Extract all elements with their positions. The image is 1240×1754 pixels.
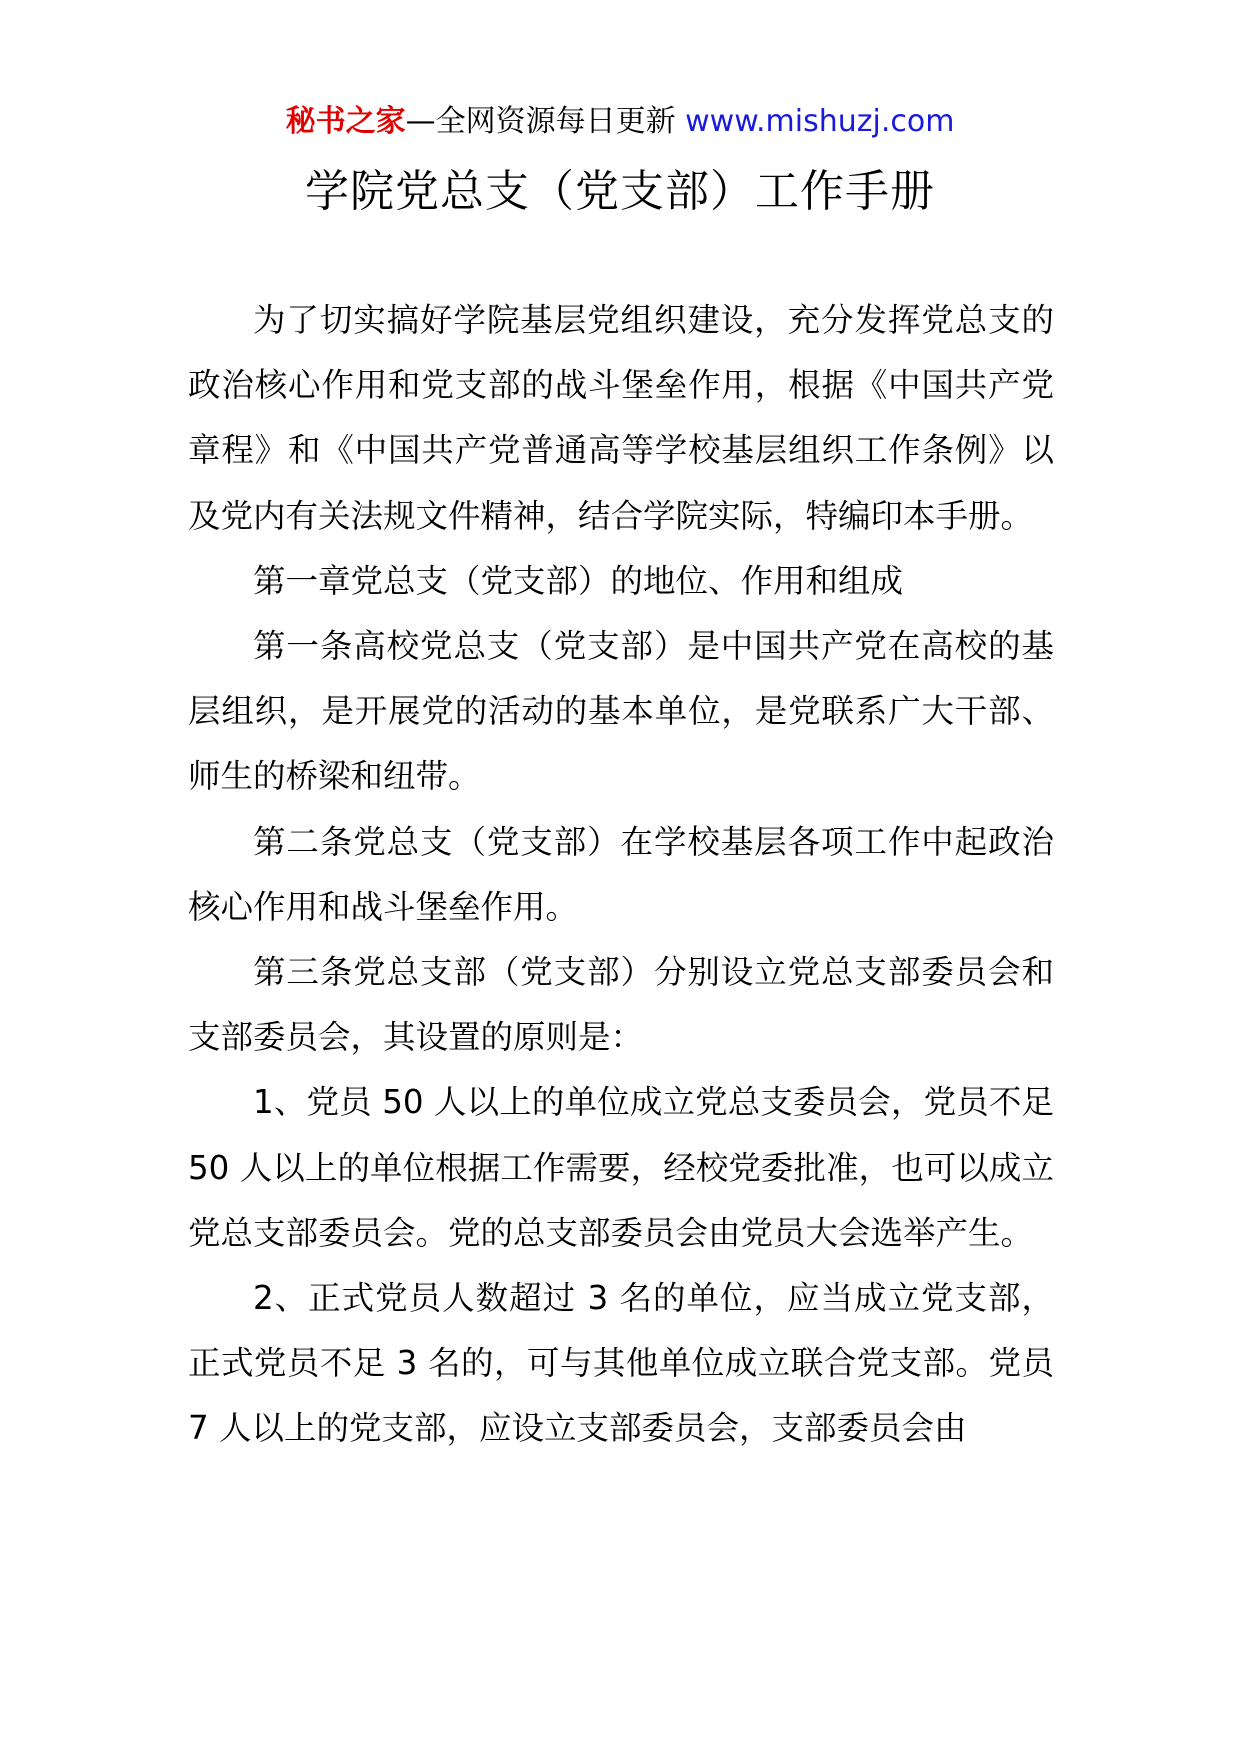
document-body xyxy=(188,288,1054,1462)
header-tagline: —全网资源每日更新 xyxy=(405,104,676,139)
intro-paragraph: 为了切实搞好学院基层党组织建设，充分发挥党总支的政治核心作用和党支部的战斗堡垒作用，根据《中国共产党章程》和《中国共产党普通高等学校基层组织工作条例》以及党内有关法规文件精神，结合学院实际，特编印本手册。 xyxy=(188,301,1054,535)
brand-name: 秘书之家 xyxy=(285,104,406,139)
article-2-paragraph: 第二条党总支（党支部）在学校基层各项工作中起政治核心作用和战斗堡垒作用。 xyxy=(188,822,1054,926)
article-1-paragraph: 第一条高校党总支（党支部）是中国共产党在高校的基层组织，是开展党的活动的基本单位，是党联系广大干部、师生的桥梁和纽带。 xyxy=(188,627,1054,796)
item-1-paragraph: 1、党员 50 人以上的单位成立党总支委员会，党员不足 50 人以上的单位根据工作需要，经校党委批准，也可以成立党总支部委员会。党的总支部委员会由党员大会选举产生。 xyxy=(188,1083,1054,1252)
article-3-paragraph: 第三条党总支部（党支部）分别设立党总支部委员会和支部委员会，其设置的原则是： xyxy=(188,953,1054,1057)
site-header xyxy=(0,100,1240,144)
page-title: 学院党总支（党支部）工作手册 xyxy=(305,166,935,217)
site-url-link[interactable]: www.mishuzj.com xyxy=(685,104,955,139)
item-2-paragraph: 2、正式党员人数超过 3 名的单位，应当成立党支部，正式党员不足 3 名的，可与其他单位成立联合党支部。党员 7 人以上的党支部，应设立支部委员会，支部委员会由 xyxy=(188,1279,1054,1448)
chapter-heading: 第一章党总支（党支部）的地位、作用和组成 xyxy=(253,561,904,600)
